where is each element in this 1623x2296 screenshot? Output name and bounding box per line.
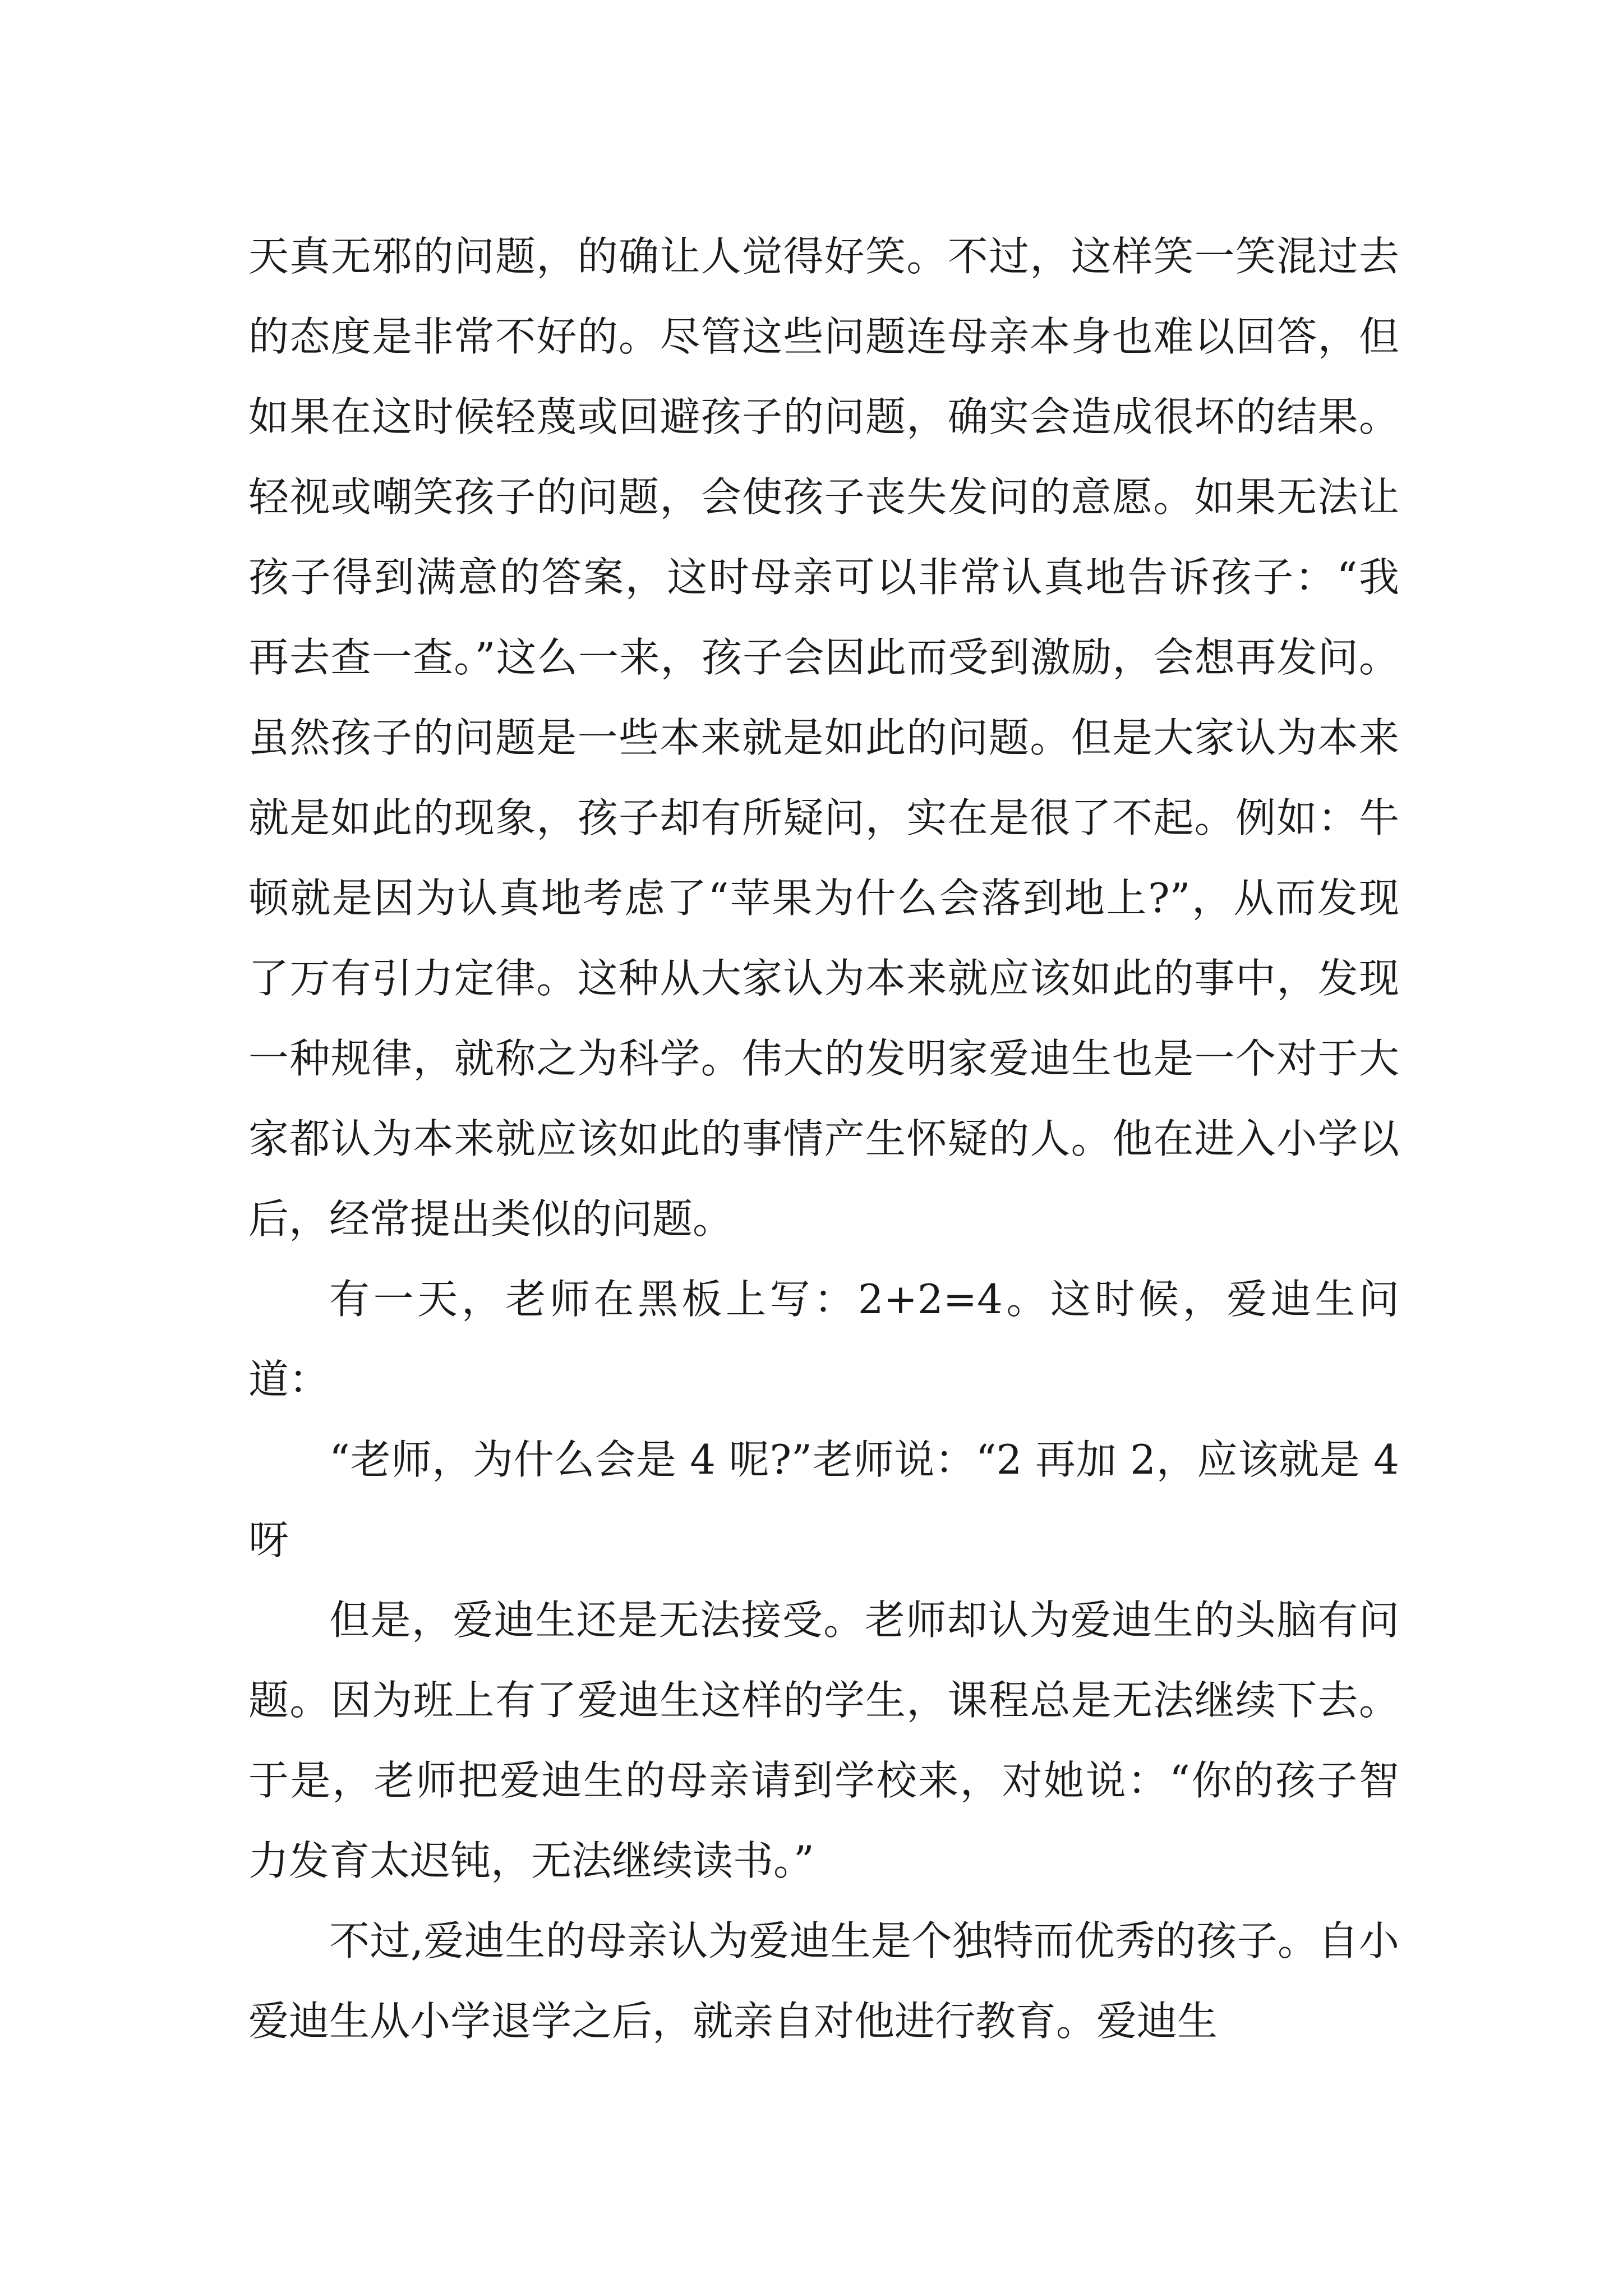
paragraph-2: 有一天，老师在黑板上写：2+2=4。这时候，爱迪生问道： bbox=[248, 1276, 1399, 1403]
body-text bbox=[248, 217, 1399, 2062]
paragraph-4: 但是，爱迪生还是无法接受。老师却认为爱迪生的头脑有问题。因为班上有了爱迪生这样的学生，课程总是无法继续下去。于是，老师把爱迪生的母亲请到学校来，对她说：“你的孩子智力发育太迟钝，无法继续读书。” bbox=[248, 1596, 1399, 1884]
paragraph-3: “老师，为什么会是 4 呢?”老师说：“2 再加 2，应该就是 4 呀 bbox=[248, 1436, 1399, 1563]
paragraph-1: 天真无邪的问题，的确让人觉得好笑。不过，这样笑一笑混过去的态度是非常不好的。尽管这些问题连母亲本身也难以回答，但如果在这时候轻蔑或回避孩子的问题，确实会造成很坏的结果。轻视或嘲笑孩子的问题，会使孩子丧失发问的意愿。如果无法让孩子得到满意的答案，这时母亲可以非常认真地告诉孩子：“我再去查一查。”这么一来，孩子会因此而受到激励，会想再发问。虽然孩子的问题是一些本来就是如此的问题。但是大家认为本来就是如此的现象，孩子却有所疑问，实在是很了不起。例如：牛顿就是因为认真地考虑了“苹果为什么会落到地上?”，从而发现了万有引力定律。这种从大家认为本来就应该如此的事中，发现一种规律，就称之为科学。伟大的发明家爱迪生也是一个对于大家都认为本来就应该如此的事情产生怀疑的人。他在进入小学以后，经常提出类似的问题。 bbox=[248, 233, 1399, 1243]
paragraph-5: 不过,爱迪生的母亲认为爱迪生是个独特而优秀的孩子。自小爱迪生从小学退学之后，就亲自对他进行教育。爱迪生 bbox=[248, 1917, 1399, 2045]
